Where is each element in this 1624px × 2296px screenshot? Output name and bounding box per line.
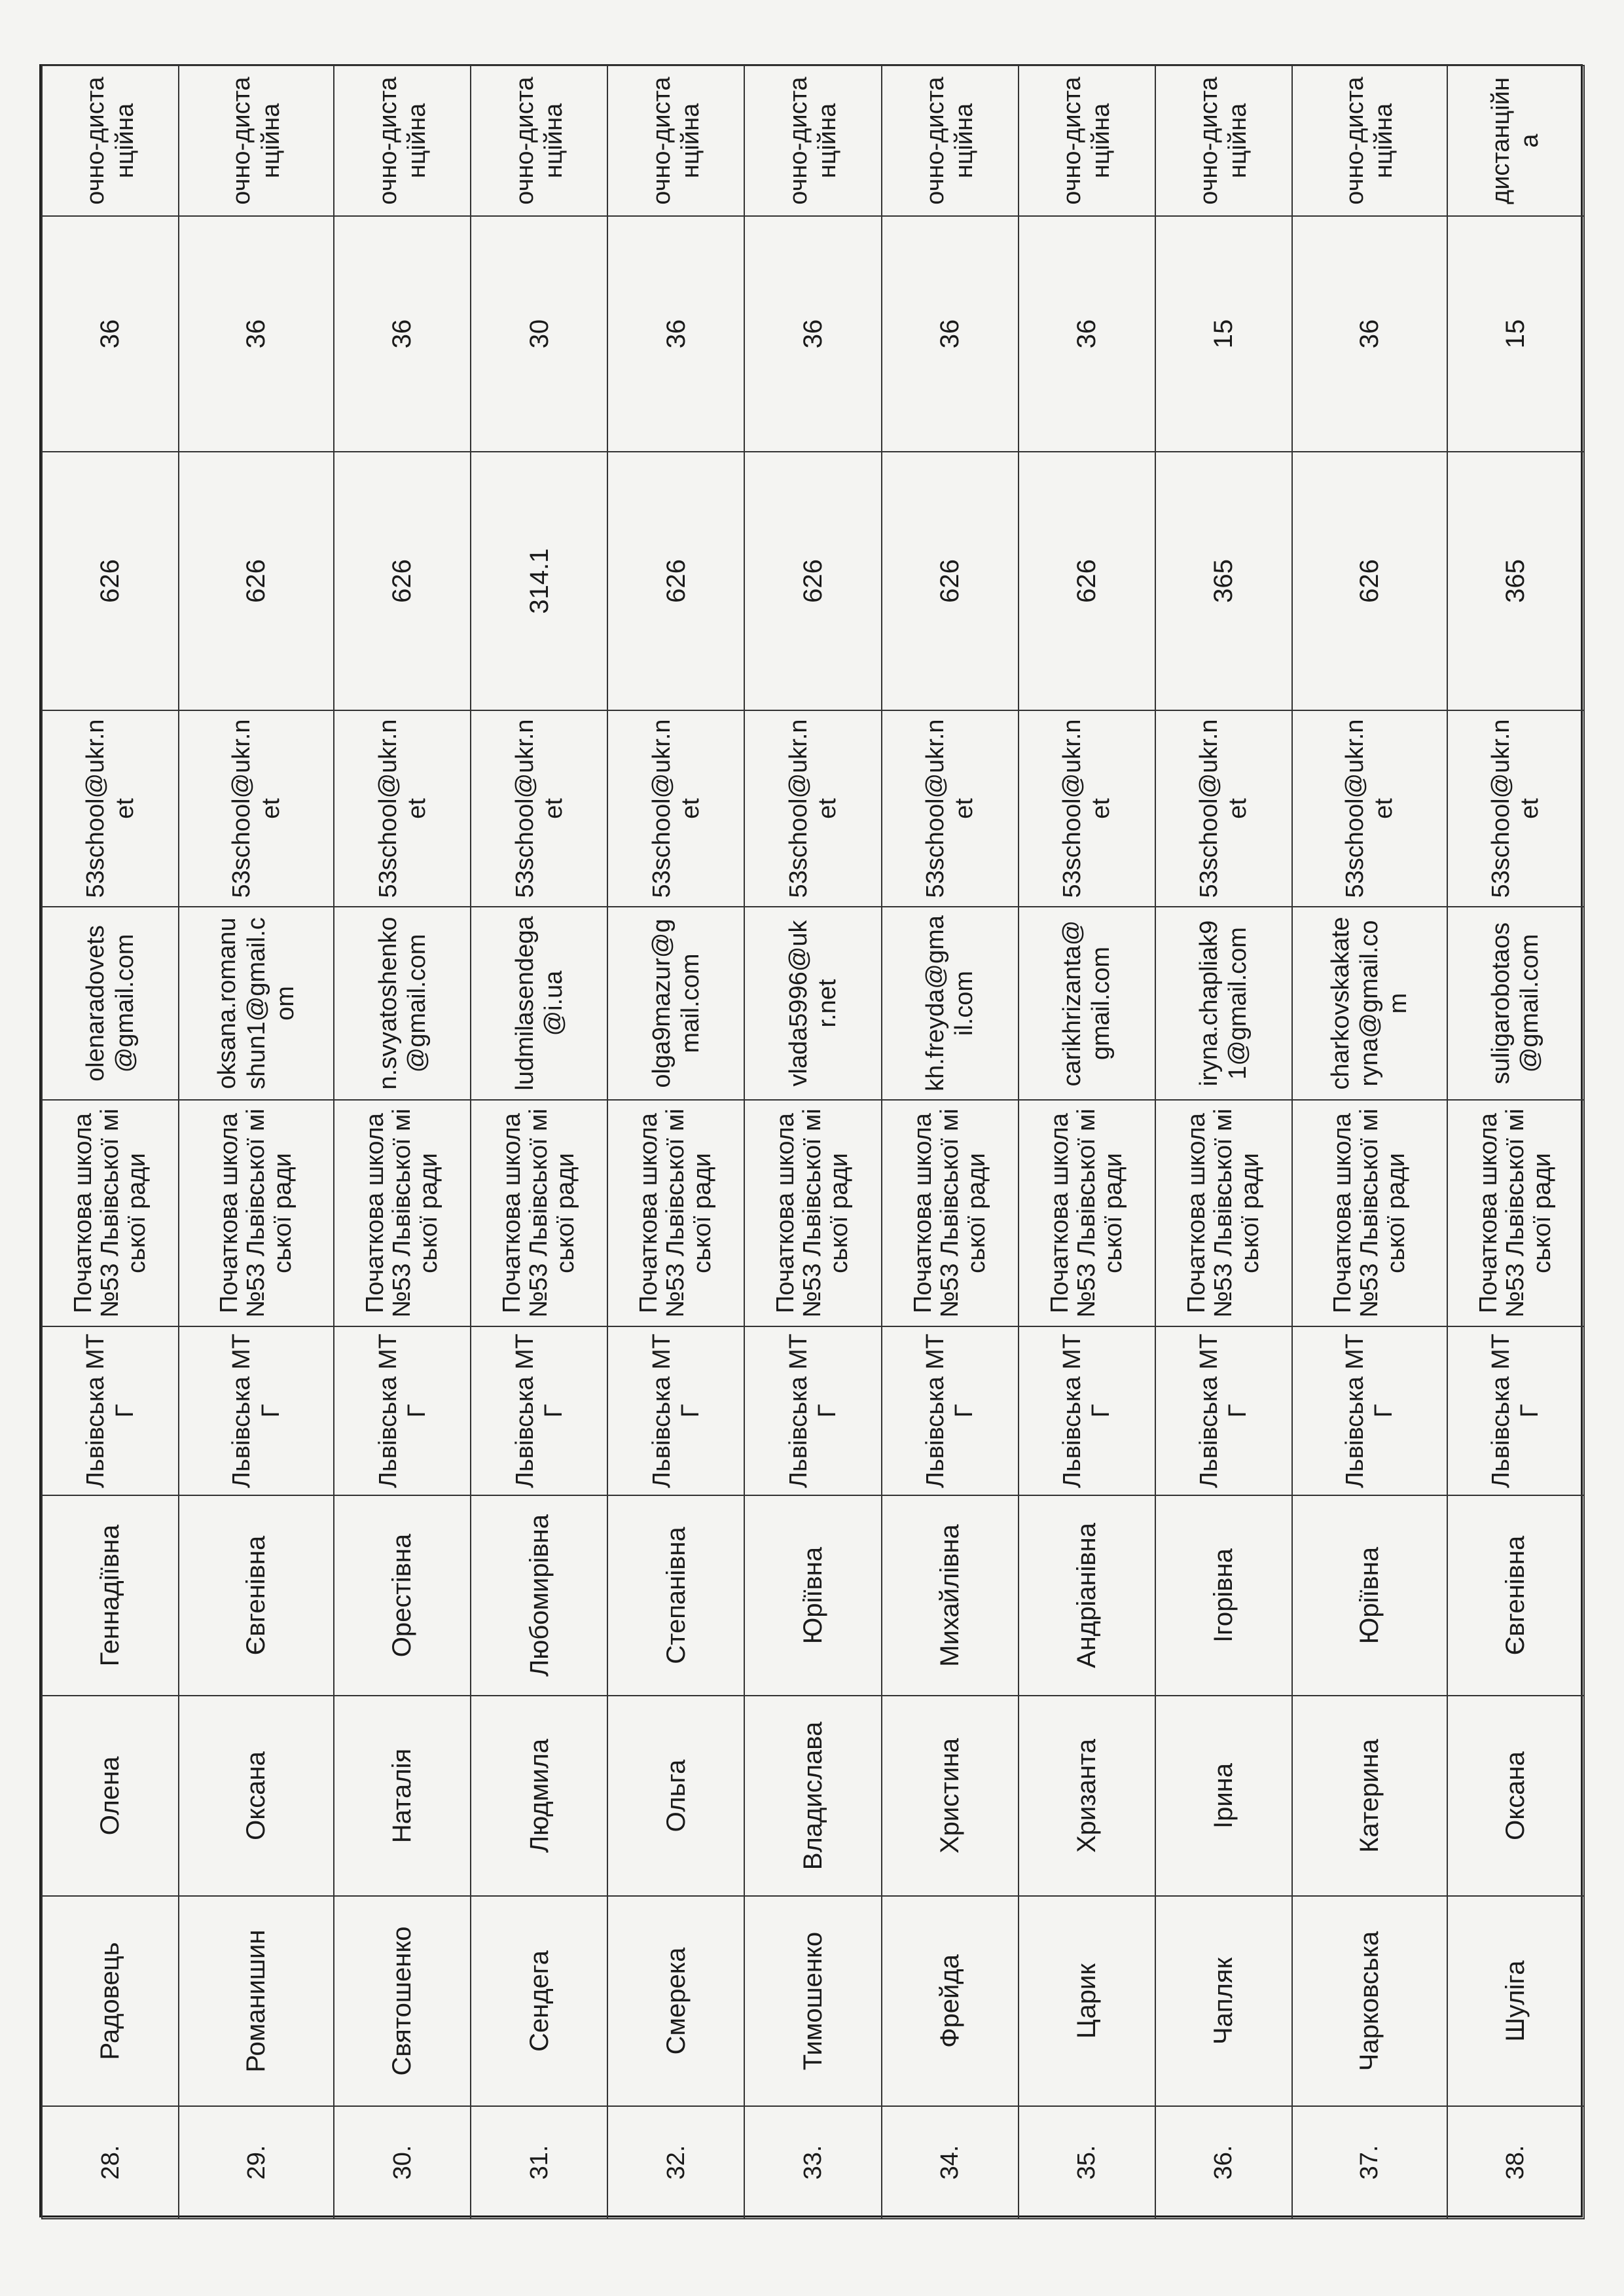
school-cell: Початкова школа№53 Львівської міської ради	[334, 1100, 471, 1326]
email-cell: kh.freyda@gmail.com	[882, 907, 1019, 1100]
community-cell: Львівська МТГ	[179, 1326, 334, 1495]
email-cell: suligarobotaos@gmail.com	[1447, 907, 1584, 1100]
surname-cell: Шуліга	[1447, 1896, 1584, 2106]
hours-cell: 36	[179, 216, 334, 452]
school-email-cell: 53school@ukr.net	[744, 710, 881, 907]
table-row	[1155, 65, 1292, 2219]
hours-cell: 36	[1019, 216, 1155, 452]
program-code-cell: 626	[744, 452, 881, 710]
school-cell: Початкова школа№53 Львівської міської ради	[1447, 1100, 1584, 1326]
school-email-cell: 53school@ukr.net	[1019, 710, 1155, 907]
study-form-cell: очно-дистанційна	[471, 65, 607, 216]
school-email-cell: 53school@ukr.net	[1292, 710, 1447, 907]
school-cell: Початкова школа№53 Львівської міської ради	[882, 1100, 1019, 1326]
program-code-cell: 626	[179, 452, 334, 710]
study-form-cell: очно-дистанційна	[334, 65, 471, 216]
school-cell: Початкова школа№53 Львівської міської ради	[179, 1100, 334, 1326]
row-number: 34.	[882, 2106, 1019, 2219]
community-cell: Львівська МТГ	[42, 1326, 179, 1495]
study-form-cell: очно-дистанційна	[42, 65, 179, 216]
patronymic-cell: Степанівна	[607, 1495, 744, 1696]
table-row	[42, 65, 179, 2219]
program-code-cell: 626	[607, 452, 744, 710]
hours-cell: 15	[1155, 216, 1292, 452]
email-cell: charkovskakateryna@gmail.com	[1292, 907, 1447, 1100]
hours-cell: 36	[1292, 216, 1447, 452]
patronymic-cell: Ігорівна	[1155, 1495, 1292, 1696]
first-name-cell: Хризанта	[1019, 1696, 1155, 1896]
table-row	[179, 65, 334, 2219]
email-cell: oksana.romanushun1@gmail.com	[179, 907, 334, 1100]
first-name-cell: Владислава	[744, 1696, 881, 1896]
first-name-cell: Христина	[882, 1696, 1019, 1896]
program-code-cell: 626	[1292, 452, 1447, 710]
study-form-cell: очно-дистанційна	[1155, 65, 1292, 216]
patronymic-cell: Юріївна	[744, 1495, 881, 1696]
school-cell: Початкова школа№53 Львівської міської ради	[1155, 1100, 1292, 1326]
community-cell: Львівська МТГ	[334, 1326, 471, 1495]
row-number: 33.	[744, 2106, 881, 2219]
community-cell: Львівська МТГ	[744, 1326, 881, 1495]
first-name-cell: Олена	[42, 1696, 179, 1896]
school-cell: Початкова школа№53 Львівської міської ради	[744, 1100, 881, 1326]
row-number: 38.	[1447, 2106, 1584, 2219]
program-code-cell: 626	[882, 452, 1019, 710]
community-cell: Львівська МТГ	[607, 1326, 744, 1495]
hours-cell: 36	[42, 216, 179, 452]
surname-cell: Царик	[1019, 1896, 1155, 2106]
study-form-cell: очно-дистанційна	[179, 65, 334, 216]
first-name-cell: Ольга	[607, 1696, 744, 1896]
school-email-cell: 53school@ukr.net	[179, 710, 334, 907]
school-cell: Початкова школа№53 Львівської міської ради	[42, 1100, 179, 1326]
hours-cell: 30	[471, 216, 607, 452]
patronymic-cell: Михайлівна	[882, 1495, 1019, 1696]
hours-cell: 36	[744, 216, 881, 452]
program-code-cell: 365	[1447, 452, 1584, 710]
surname-cell: Радовець	[42, 1896, 179, 2106]
row-number: 37.	[1292, 2106, 1447, 2219]
participants-table	[41, 65, 1585, 2219]
surname-cell: Чапляк	[1155, 1896, 1292, 2106]
school-email-cell: 53school@ukr.net	[607, 710, 744, 907]
row-number: 29.	[179, 2106, 334, 2219]
study-form-cell: очно-дистанційна	[1019, 65, 1155, 216]
row-number: 35.	[1019, 2106, 1155, 2219]
surname-cell: Романишин	[179, 1896, 334, 2106]
school-cell: Початкова школа№53 Львівської міської ради	[607, 1100, 744, 1326]
hours-cell: 36	[882, 216, 1019, 452]
surname-cell: Чарковська	[1292, 1896, 1447, 2106]
study-form-cell: дистанційна	[1447, 65, 1584, 216]
table-row	[334, 65, 471, 2219]
community-cell: Львівська МТГ	[471, 1326, 607, 1495]
program-code-cell: 365	[1155, 452, 1292, 710]
row-number: 31.	[471, 2106, 607, 2219]
school-email-cell: 53school@ukr.net	[1447, 710, 1584, 907]
community-cell: Львівська МТГ	[1292, 1326, 1447, 1495]
school-cell: Початкова школа№53 Львівської міської ради	[1019, 1100, 1155, 1326]
school-cell: Початкова школа№53 Львівської міської ради	[1292, 1100, 1447, 1326]
surname-cell: Святошенко	[334, 1896, 471, 2106]
first-name-cell: Людмила	[471, 1696, 607, 1896]
email-cell: ludmilasendega@i.ua	[471, 907, 607, 1100]
community-cell: Львівська МТГ	[1019, 1326, 1155, 1495]
table-row	[1447, 65, 1584, 2219]
email-cell: iryna.chapliak91@gmail.com	[1155, 907, 1292, 1100]
first-name-cell: Ірина	[1155, 1696, 1292, 1896]
patronymic-cell: Андріанівна	[1019, 1495, 1155, 1696]
table-row	[1292, 65, 1447, 2219]
email-cell: carikhrizanta@gmail.com	[1019, 907, 1155, 1100]
surname-cell: Сендега	[471, 1896, 607, 2106]
row-number: 28.	[42, 2106, 179, 2219]
email-cell: olga9mazur@gmail.com	[607, 907, 744, 1100]
row-number: 36.	[1155, 2106, 1292, 2219]
hours-cell: 36	[334, 216, 471, 452]
row-number: 30.	[334, 2106, 471, 2219]
table-row	[471, 65, 607, 2219]
hours-cell: 15	[1447, 216, 1584, 452]
school-cell: Початкова школа№53 Львівської міської ради	[471, 1100, 607, 1326]
rotated-table-container	[41, 66, 1585, 2219]
community-cell: Львівська МТГ	[882, 1326, 1019, 1495]
table-row	[744, 65, 881, 2219]
scanned-page	[39, 64, 1583, 2217]
table-row	[1019, 65, 1155, 2219]
school-email-cell: 53school@ukr.net	[882, 710, 1019, 907]
email-cell: n.svyatoshenko@gmail.com	[334, 907, 471, 1100]
program-code-cell: 314.1	[471, 452, 607, 710]
surname-cell: Тимошенко	[744, 1896, 881, 2106]
community-cell: Львівська МТГ	[1447, 1326, 1584, 1495]
school-email-cell: 53school@ukr.net	[334, 710, 471, 907]
first-name-cell: Наталія	[334, 1696, 471, 1896]
hours-cell: 36	[607, 216, 744, 452]
table-row	[607, 65, 744, 2219]
patronymic-cell: Євгенівна	[1447, 1495, 1584, 1696]
row-number: 32.	[607, 2106, 744, 2219]
patronymic-cell: Євгенівна	[179, 1495, 334, 1696]
patronymic-cell: Геннадіївна	[42, 1495, 179, 1696]
school-email-cell: 53school@ukr.net	[471, 710, 607, 907]
school-email-cell: 53school@ukr.net	[1155, 710, 1292, 907]
program-code-cell: 626	[334, 452, 471, 710]
study-form-cell: очно-дистанційна	[1292, 65, 1447, 216]
study-form-cell: очно-дистанційна	[607, 65, 744, 216]
study-form-cell: очно-дистанційна	[744, 65, 881, 216]
patronymic-cell: Орестівна	[334, 1495, 471, 1696]
table-row	[882, 65, 1019, 2219]
community-cell: Львівська МТГ	[1155, 1326, 1292, 1495]
surname-cell: Фрейда	[882, 1896, 1019, 2106]
program-code-cell: 626	[1019, 452, 1155, 710]
first-name-cell: Оксана	[1447, 1696, 1584, 1896]
program-code-cell: 626	[42, 452, 179, 710]
first-name-cell: Катерина	[1292, 1696, 1447, 1896]
email-cell: vlada5996@ukr.net	[744, 907, 881, 1100]
school-email-cell: 53school@ukr.net	[42, 710, 179, 907]
patronymic-cell: Любомирівна	[471, 1495, 607, 1696]
email-cell: olenaradovets@gmail.com	[42, 907, 179, 1100]
first-name-cell: Оксана	[179, 1696, 334, 1896]
study-form-cell: очно-дистанційна	[882, 65, 1019, 216]
surname-cell: Смерека	[607, 1896, 744, 2106]
patronymic-cell: Юріївна	[1292, 1495, 1447, 1696]
